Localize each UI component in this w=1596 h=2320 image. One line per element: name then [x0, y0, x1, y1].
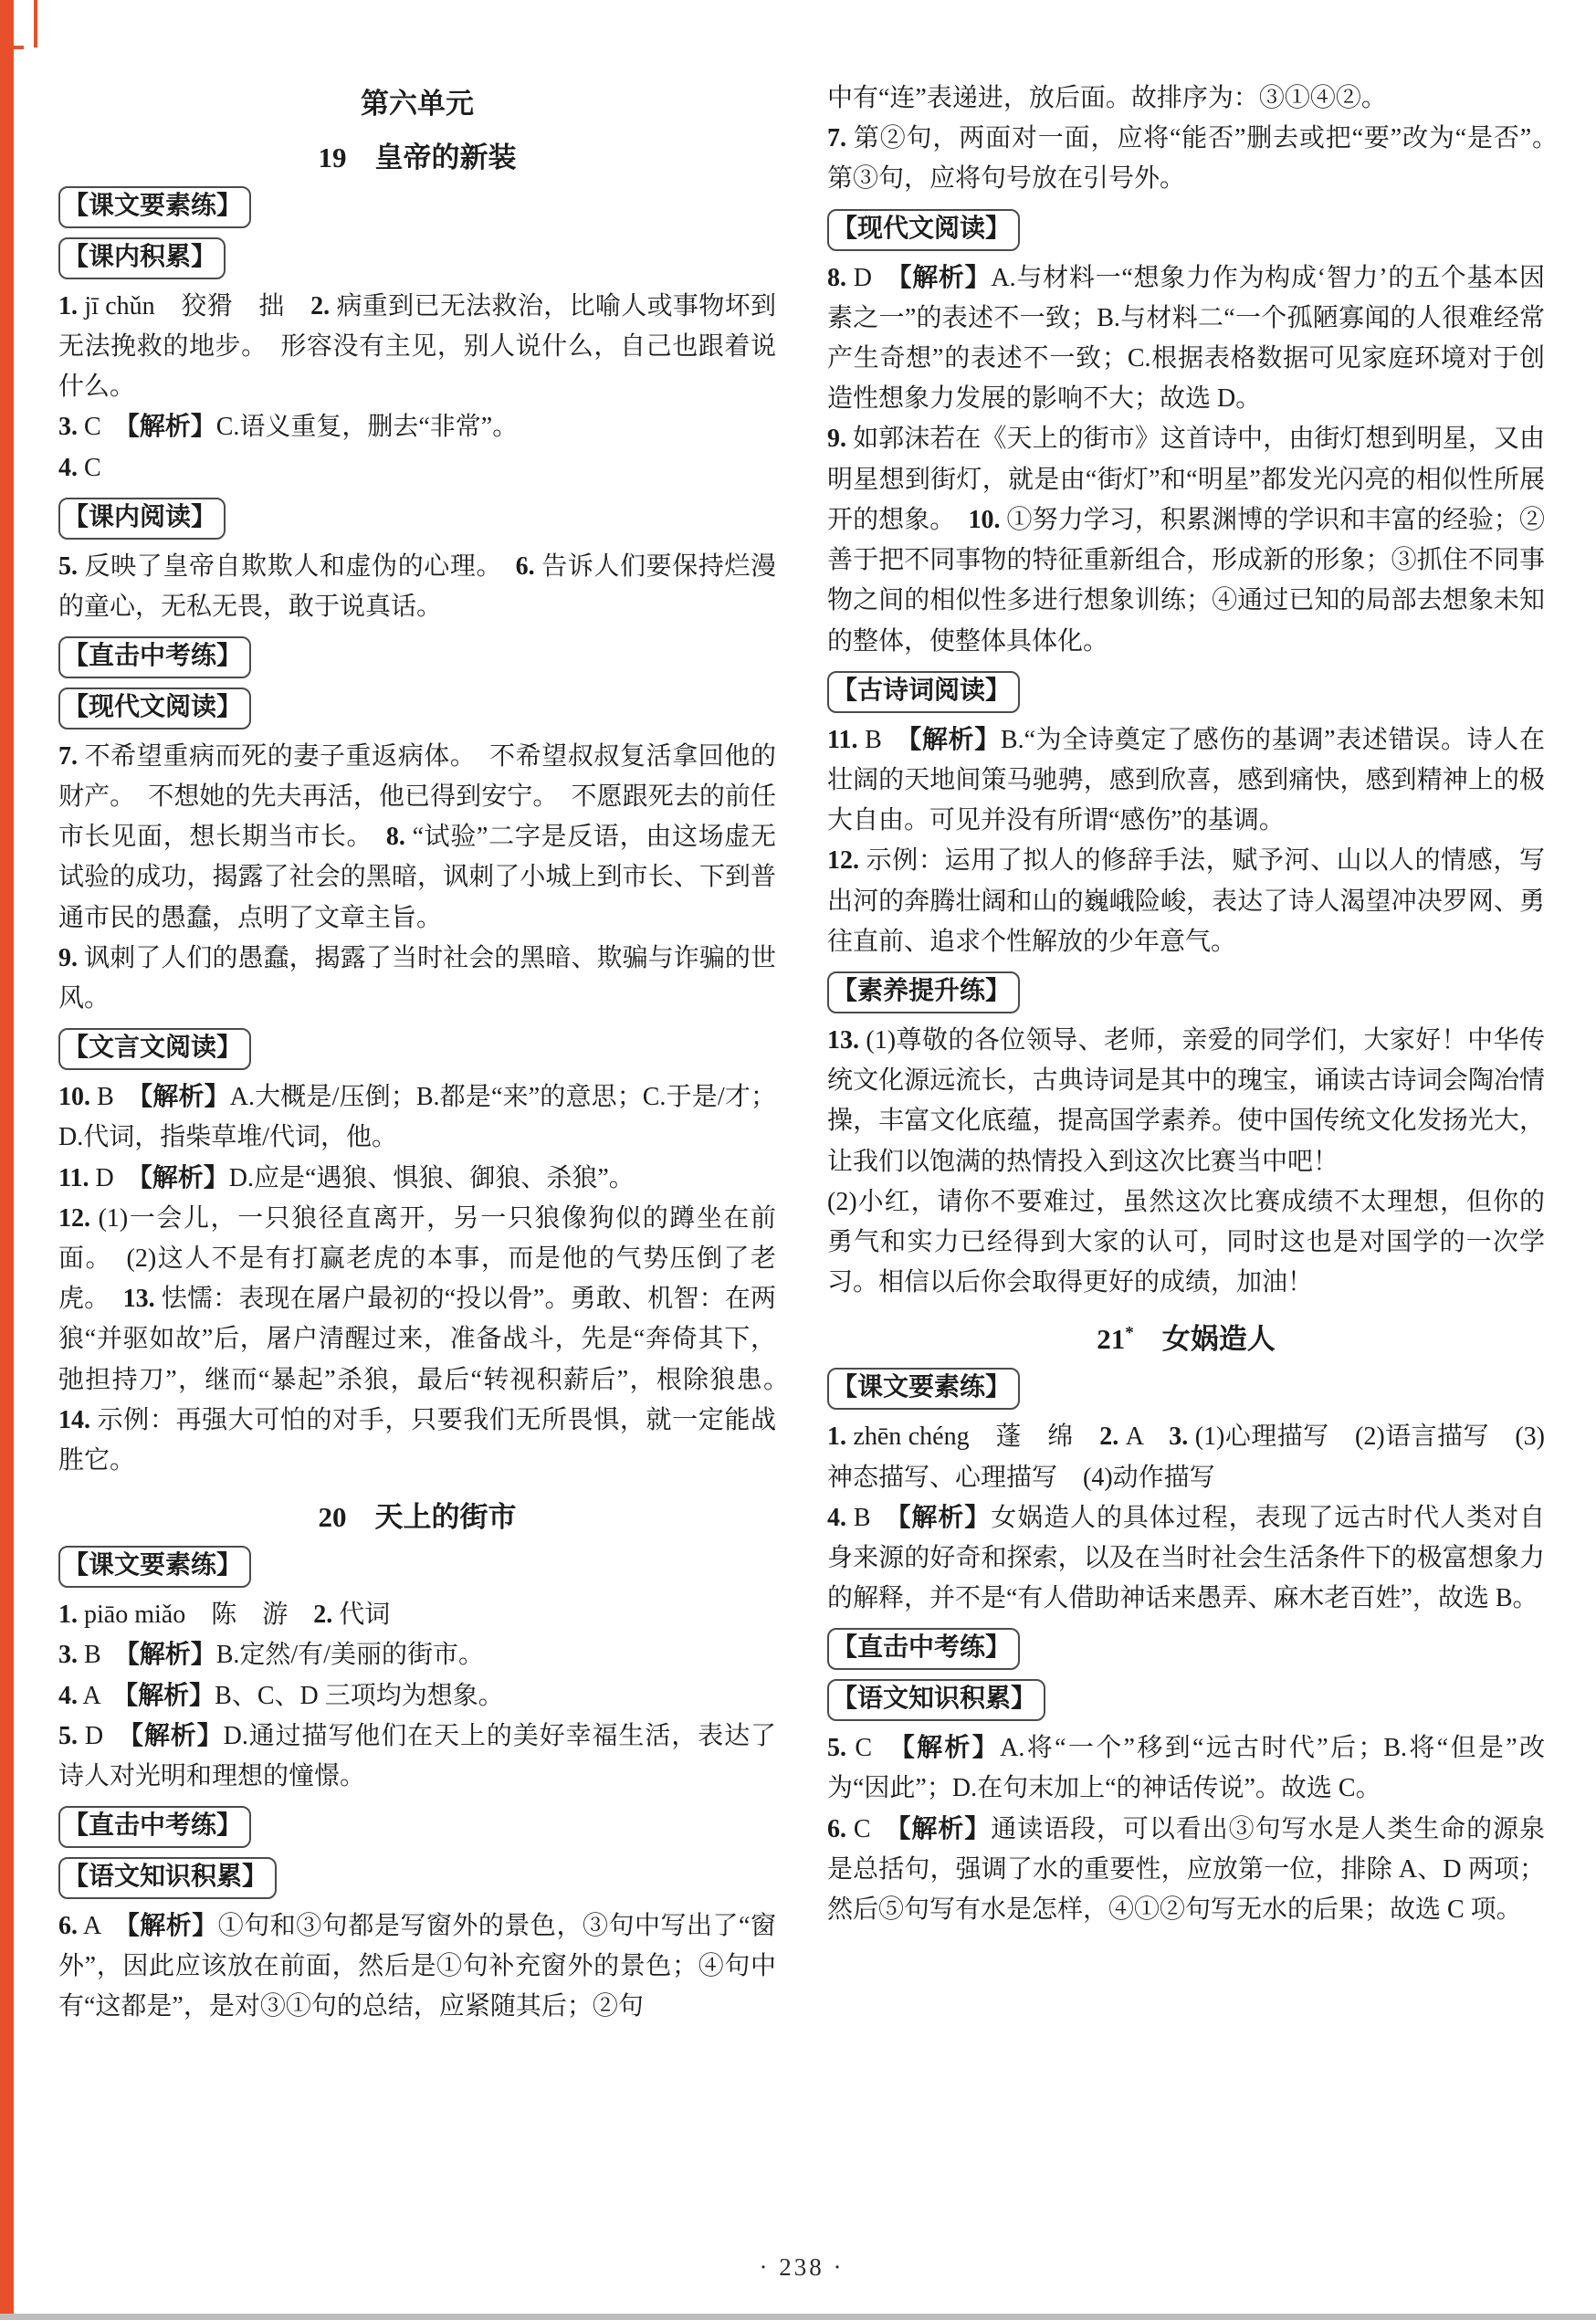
text-run: 代词 — [332, 1601, 391, 1630]
bold-run: 13. — [827, 1025, 859, 1055]
bold-run: 6. — [827, 1814, 846, 1843]
answer-paragraph — [827, 1417, 1545, 1497]
answer-paragraph — [827, 720, 1545, 842]
bold-run: 3. — [1169, 1422, 1189, 1452]
section-header: 【素养提升练】 — [827, 971, 1020, 1013]
bold-run: 1. — [58, 1601, 78, 1630]
answer-paragraph — [827, 1498, 1545, 1620]
section-header: 【课文要素练】 — [58, 1546, 251, 1588]
text-run: B.定然/有/美丽的街市。 — [215, 1641, 484, 1670]
text-run: A.大概是/压倒；B.都是“来”的意思；C.于是/才；D.代词，指柴草堆/代词，他。 — [58, 1083, 776, 1152]
text-run: (2)小红，请你不要难过，虽然这次比赛成绩不太理想，但你的勇气和实力已经得到大家的认可，同时这也是对国学的一次学习。相信以后你会取得更好的成绩，加油！ — [827, 1187, 1545, 1297]
lesson-title: 19 皇帝的新装 — [318, 142, 517, 173]
section-header-row — [827, 209, 1545, 251]
text-run: A — [78, 1911, 127, 1940]
lesson-star: * — [1125, 1324, 1134, 1344]
answer-paragraph — [58, 1077, 776, 1158]
section-header: 【古诗词阅读】 — [827, 671, 1020, 713]
bold-run: 5. — [58, 551, 78, 581]
bold-run: 【解析】 — [126, 413, 216, 442]
text-run: ①努力学习，积累渊博的学识和丰富的经验；②善于把不同事物的特征重新组合，形成新的形象；③抓住不同事物之间的相似性多进行想象训练；④通过已知的局部去想象未知的整体，使整体具体化。 — [827, 505, 1545, 656]
spine-color-bar — [0, 0, 14, 2320]
section-header: 【现代文阅读】 — [58, 688, 251, 730]
section-header: 【直击中考练】 — [827, 1628, 1020, 1670]
page-number: · 238 · — [759, 2253, 845, 2281]
bold-run: 1. — [58, 291, 78, 320]
bold-run: 【解析】 — [126, 1911, 218, 1940]
text-run: B — [78, 1641, 127, 1670]
section-header: 【语文知识积累】 — [58, 1857, 277, 1899]
section-header-row — [58, 1546, 776, 1588]
bold-run: 6. — [515, 551, 535, 581]
text-run: ①句和③句都是写窗外的景色，③句中写出了“窗外”，因此应该放在前面，然后是①句补充窗外的景色；④句中有“这都是”，是对③①句的总结，应紧随其后；②句 — [58, 1911, 776, 2021]
text-run: B — [846, 1503, 898, 1532]
answer-paragraph — [827, 419, 1545, 661]
text-run: C.语义重复，删去“非常”。 — [215, 413, 519, 442]
section-header-row — [58, 1028, 776, 1070]
bold-run: 1. — [827, 1422, 846, 1452]
section-header-row — [58, 688, 776, 730]
bold-run: 【解析】 — [139, 1163, 229, 1192]
column-1 — [58, 79, 802, 2028]
text-run: B、C、D 三项均为想象。 — [215, 1681, 504, 1710]
section-header: 【语文知识积累】 — [827, 1679, 1045, 1721]
text-run: A — [78, 1681, 126, 1710]
text-run: 通读语段，可以看出③句写水是人类生命的源泉是总括句，强调了水的重要性，应放第一位，排除 A、D 两项；然后⑤句写有水是怎样，④①②句写无水的后果；故选 C 项。 — [827, 1814, 1545, 1924]
answer-paragraph — [827, 841, 1545, 962]
text-run: 如郭沫若在《天上的街市》这首诗中，由街灯想到明星，又由明星想到街灯，就是由“街灯”和“明星”都发光闪亮的相似性所展开的想象。 — [827, 425, 1545, 534]
section-header-row — [58, 636, 776, 678]
lesson-title: 21* 女娲造人 — [1097, 1323, 1276, 1356]
text-run: A.与材料一“想象力作为构成‘智力’的五个基本因素之一”的表述不一致；B.与材料二“一个孤陋寡闻的人很难经常产生奇想”的表述不一致；C.根据表格数据可见家庭环境对于创造性想象力发展的影响不大；故选 D。 — [827, 263, 1545, 414]
text-run: piāo miǎo 陈 游 — [78, 1601, 314, 1630]
text-run: 反映了皇帝自欺欺人和虚伪的心理。 — [78, 551, 516, 581]
text-run: D — [78, 1721, 131, 1750]
answer-paragraph — [827, 119, 1571, 199]
answer-paragraph — [58, 1199, 802, 1482]
section-header: 【课文要素练】 — [827, 1368, 1020, 1410]
lesson-number: 20 — [318, 1501, 347, 1534]
bold-run: 11. — [827, 725, 858, 754]
two-column-layout — [58, 79, 1571, 2028]
section-header-row — [827, 1628, 1545, 1670]
section-header: 【直击中考练】 — [58, 1806, 251, 1848]
text-run: 示例：运用了拟人的修辞手法，赋予河、山以人的情感，写出河的奔腾壮阔和山的巍峨险峻，表达了诗人渴望冲决罗网、勇往直前、追求个性解放的少年意气。 — [827, 846, 1545, 956]
text-run: D — [846, 263, 899, 292]
bold-run: 5. — [827, 1734, 846, 1763]
text-run: 不希望重病而死的妻子重返病体。 不希望叔叔复活拿回他的财产。 不想她的先夫再活，他已得到安宁。 不愿跟死去的前任市长见面，想长期当市长。 — [58, 741, 776, 852]
text-run: jī chǔn 狡猾 拙 — [78, 291, 311, 320]
answer-paragraph — [58, 939, 776, 1019]
answer-paragraph — [58, 1676, 776, 1716]
page-content — [58, 79, 1571, 2028]
bold-run: 14. — [58, 1405, 90, 1434]
bold-run: 4. — [827, 1503, 846, 1532]
answer-paragraph — [827, 1021, 1545, 1182]
section-header: 【课内积累】 — [58, 237, 226, 279]
answer-paragraph — [58, 407, 776, 447]
lesson-number: 21 — [1097, 1323, 1126, 1356]
answer-paragraph — [827, 1182, 1545, 1304]
lesson-number: 19 — [318, 142, 347, 173]
section-header-row — [58, 1806, 776, 1848]
text-run: A — [1118, 1422, 1170, 1452]
bold-run: 12. — [58, 1203, 90, 1233]
crop-mark-icon — [34, 0, 37, 47]
bold-run: 【解析】 — [126, 1641, 216, 1670]
answer-paragraph — [827, 1810, 1545, 1931]
bold-run: 7. — [827, 124, 846, 153]
lesson-title: 20 天上的街市 — [318, 1501, 517, 1534]
text-run: A.将“一个”移到“远古时代”后；B.将“但是”改为“因此”；D.在句末加上“的神话传说”。故选 C。 — [827, 1734, 1545, 1803]
bold-run: 【解析】 — [901, 1734, 1001, 1763]
bold-run: 【解析】 — [130, 1721, 224, 1750]
bold-run: 2. — [310, 291, 331, 320]
bold-run: 3. — [58, 413, 78, 442]
section-header-row — [58, 1857, 776, 1899]
section-header-row — [827, 1368, 1545, 1410]
bold-run: 【解析】 — [140, 1083, 230, 1112]
text-run: 怯懦：表现在屠户最初的“投以骨”。勇敢、机智：在两狼“并驱如故”后，屠户清醒过来，准备战斗，先是“奔倚其下，弛担持刀”，继而“暴起”杀狼，最后“转视积薪后”，根除狼患。 — [58, 1285, 802, 1394]
bold-run: 8. — [385, 823, 405, 852]
bold-run: 13. — [122, 1285, 155, 1314]
section-header: 【现代文阅读】 — [827, 209, 1020, 251]
text-run: B.“为全诗奠定了感伤的基调”表述错误。诗人在壮阔的天地间策马驰骋，感到欣喜，感到痛快，感到精神上的极大自由。可见并没有所谓“感伤”的基调。 — [827, 725, 1545, 835]
bold-run: 【解析】 — [908, 725, 1001, 754]
section-header: 【课内阅读】 — [58, 498, 226, 540]
text-run: D.应是“遇狼、惧狼、御狼、杀狼”。 — [228, 1163, 635, 1192]
text-run: 女娲造人的具体过程，表现了远古时代人类对自身来源的好奇和探索，以及在当时社会生活条件下的极富想象力的解释，并不是“有人借助神话来愚弄、麻木老百姓”，故选 B。 — [827, 1503, 1545, 1613]
answer-paragraph — [58, 287, 776, 408]
section-header-row — [58, 237, 776, 279]
text-run: C — [78, 453, 101, 482]
section-header: 【文言文阅读】 — [58, 1028, 251, 1070]
text-run: 中有“连”表递进，放后面。故排序为：③①④②。 — [827, 84, 1387, 112]
answer-paragraph — [58, 448, 776, 488]
bold-run: 【解析】 — [125, 1681, 215, 1710]
bold-run: 7. — [58, 741, 78, 771]
bold-run: 9. — [827, 425, 846, 454]
answer-paragraph — [58, 1159, 776, 1199]
section-header-row — [58, 498, 776, 540]
text-run: D — [89, 1163, 140, 1192]
text-run: 告诉人们要保持烂漫的童心，无私无畏，敢于说真话。 — [58, 551, 776, 621]
text-run: 病重到已无法救治，比喻人或事物坏到无法挽救的地步。 形容没有主见，别人说什么，自己也跟着说什么。 — [58, 291, 776, 402]
text-run: (1)一会儿，一只狼径直离开，另一只狼像狗似的蹲坐在前面。 (2)这人不是有打赢老虎的本事，而是他的气势压倒了老虎。 — [58, 1203, 776, 1314]
answer-paragraph — [827, 1728, 1545, 1809]
bold-run: 11. — [58, 1163, 89, 1192]
text-run: D.通过描写他们在天上的美好幸福生活，表达了诗人对光明和理想的憧憬。 — [58, 1721, 776, 1791]
text-run: C — [78, 413, 127, 442]
bold-run: 10. — [58, 1083, 90, 1112]
bold-run: 2. — [313, 1601, 333, 1630]
bold-run: 【解析】 — [898, 263, 992, 292]
section-header: 【直击中考练】 — [58, 636, 251, 678]
bold-run: 【解析】 — [898, 1503, 992, 1532]
bold-run: 4. — [58, 453, 78, 482]
answer-paragraph — [58, 1635, 776, 1675]
section-header-row — [827, 1679, 1545, 1721]
text-run: “试验”二字是反语，由这场虚无试验的成功，揭露了社会的黑暗，讽刺了小城上到市长、下到普通市民的愚蠢，点明了文章主旨。 — [58, 823, 776, 932]
text-run: C — [846, 1734, 902, 1763]
text-run: 示例：再强大可怕的对手，只要我们无所畏惧，就一定能战胜它。 — [58, 1405, 776, 1475]
bold-run: 【解析】 — [898, 1814, 992, 1843]
bold-run: 10. — [968, 505, 1001, 534]
section-header-row — [827, 671, 1545, 713]
text-run: zhēn chéng 蓬 绵 — [846, 1422, 1100, 1452]
section-header-row — [827, 971, 1545, 1013]
answer-paragraph — [58, 1906, 776, 2028]
text-run: C — [846, 1814, 898, 1843]
answer-paragraph — [827, 79, 1545, 119]
page-bottom-edge — [0, 2314, 1596, 2320]
answer-paragraph — [58, 1716, 776, 1797]
text-run: 第②句，两面对一面，应将“能否”删去或把“要”改为“是否”。 第③句，应将句号放在引号外。 — [827, 124, 1571, 194]
bold-run: 3. — [58, 1641, 78, 1670]
answer-paragraph — [58, 547, 776, 627]
bold-run: 2. — [1099, 1422, 1119, 1452]
bold-run: 4. — [58, 1681, 78, 1710]
answer-paragraph — [58, 1595, 776, 1635]
text-run: (1)尊敬的各位领导、老师，亲爱的同学们，大家好！中华传统文化源远流长，古典诗词是其中的瑰宝，诵读古诗词会陶冶情操，丰富文化底蕴，提高国学素养。使中国传统文化发扬光大，让我们以饱满的热情投入到这次比赛当中吧！ — [827, 1025, 1545, 1176]
text-run: B — [857, 725, 909, 754]
crop-mark-icon — [0, 46, 24, 49]
section-header: 【课文要素练】 — [58, 186, 251, 228]
answer-paragraph — [58, 737, 776, 939]
bold-run: 12. — [827, 846, 859, 876]
text-run: (1)心理描写 (2)语言描写 (3)神态描写、心理描写 (4)动作描写 — [827, 1422, 1545, 1492]
text-run: B — [90, 1083, 141, 1112]
bold-run: 8. — [827, 263, 846, 292]
bold-run: 5. — [58, 1721, 78, 1750]
answer-paragraph — [827, 258, 1545, 420]
text-run: 讽刺了人们的愚蠢，揭露了当时社会的黑暗、欺骗与诈骗的世风。 — [58, 943, 776, 1013]
bold-run: 6. — [58, 1911, 78, 1940]
unit-title: 第六单元 — [361, 88, 474, 120]
bold-run: 9. — [58, 943, 78, 972]
section-header-row — [58, 186, 776, 228]
column-2 — [827, 79, 1571, 1930]
